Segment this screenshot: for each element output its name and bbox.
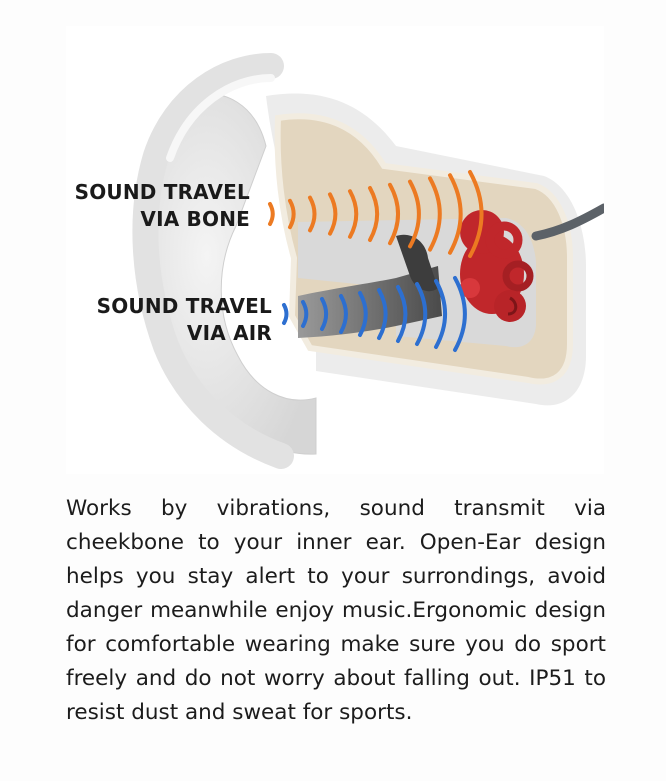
bone-label-line1: SOUND TRAVEL	[74, 180, 250, 204]
product-description: Works by vibrations, sound transmit via cheekbone to your inner ear. Open-Ear design helps you stay alert to your surrondings, avoid danger meanwhile enjoy music.Ergonomic design for comfortable wearing make sure you do sport freely and do not worry about falling out. IP51 to resist dust and sweat for sports.	[66, 496, 606, 725]
ear-diagram	[66, 26, 604, 474]
air-label-line1: SOUND TRAVEL	[96, 294, 272, 318]
bone-label-line2: VIA BONE	[140, 207, 250, 231]
air-label-line2: VIA AIR	[186, 321, 272, 345]
bone-wave-arc	[270, 204, 273, 224]
ear-illustration	[66, 26, 604, 474]
air-wave-arc	[284, 305, 286, 323]
